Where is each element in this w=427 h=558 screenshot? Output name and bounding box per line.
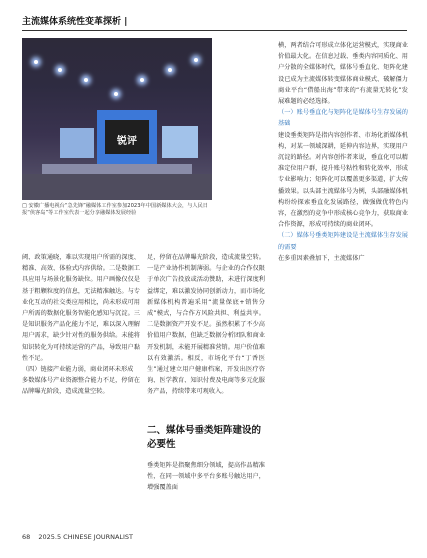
paragraph: 足，停留在品牌曝光阶段，造成流量空转。一是产业协作机制薄弱。与企业的合作仅限于单次广告投放或活动赞助，未进行深度利益绑定，难以激发协同创新动力，而市场化新媒体机构普遍采用“流量保底+销售分成”模式，与合作方风险共担、利益共享。二是数据资产开发不足。虽然积累了不少高价值用户数据，但缺乏数据分析团队和商业开发机制，未能开展精准营销。用户价值难以有效激活。相反，市场化平台“丁香医生”通过建立用户健康档案，开发出医疗咨询、医学教育、知识付费及电商等多元化服务产品，持续带来可观收入。	[147, 254, 265, 396]
stage-light	[58, 68, 62, 72]
subheading: （一）账号垂直化与矩阵化是媒体号生存发展的基础	[278, 109, 408, 128]
figure-caption: □ 安徽广播电视台“急先锋”融媒体工作室参加2023年中国新媒体大会，与人民日报“侠客岛”等工作室代表一起分享融媒体发展经验	[22, 203, 208, 216]
stage-light	[140, 78, 144, 82]
audience	[22, 174, 212, 200]
section-heading: 二、媒体号垂类矩阵建设的必要性	[147, 425, 262, 450]
paragraph: 阈、政策通晓，难以实现用户所需的深度、精准、高效、体验式内容供给。二是数据工具应用与场景化服务缺位。用户画像仅仅是基于粗颗粒度的信息，无法精准触达。与专业化互动的社交类应用相比，尚未形成可用户所需的数据化服务智能化感知与沉淀。三是知识服务产品化能力不足，难以深入理解用户需求，缺少针对性的服务供给。未能将知识转化为可持续运营的产品，导致用户黏性不足。	[22, 254, 140, 362]
paragraph: 垂类矩阵是指聚焦细分领域，提高作品精准性，在同一领域中多平台多账号触达用户，增强覆盖面	[147, 462, 265, 492]
section-header: 主流媒体系统性变革探析 |	[22, 17, 128, 27]
column-3	[278, 40, 408, 264]
main-stage-screen	[97, 110, 157, 168]
paragraph: 多数媒体号产业资源整合能力不足，停留在品牌曝光阶段，造成流量空转。	[22, 377, 140, 396]
screen-content	[105, 120, 149, 154]
stage-light	[84, 78, 88, 82]
subheading: （四）链接产业能力弱，商业闭环未形成	[22, 366, 134, 374]
journal-name: 2025.5 CHINESE JOURNALIST	[38, 533, 134, 541]
conference-photo	[22, 38, 212, 200]
stage-light	[114, 92, 118, 96]
stage-floor	[42, 164, 192, 174]
stage-light	[194, 58, 198, 62]
paragraph: 横，两者结合可形成立体化运营模式，实现商业价值最大化。在信息过载、垂类内容同质化、用户分散的全媒体时代，媒体号垂直化、矩阵化建设已成为主流媒体转变媒体商业模式、破解僵力商业平台“借船出海”带来的“有流量无转化”发展难题的必经选择。	[278, 42, 408, 106]
page-footer	[22, 533, 133, 541]
paragraph: 建设垂类矩阵是指内容创作者、市场化新媒体机构，对某一领域深耕，延伸内容边界，实现用户沉淀的路径。对内容创作者来说，垂直化可以精准定位用户群，提升账号粘性和转化效率，形成专业影响力；矩阵化可以覆盖更多渠道，扩大传播效果。以头部主流媒体号为例，头部融媒体机构纷纷探索垂直化发展路径，做强做优特色内容，在激烈的竞争中形成核心竞争力，获取商业合作资源，形成可持续的商业闭环。	[278, 131, 408, 229]
page-number: 68	[22, 533, 31, 541]
side-screen-left	[60, 128, 94, 158]
column-2	[147, 252, 265, 398]
side-screen-right	[162, 126, 198, 158]
stage-light	[34, 60, 38, 64]
column-1	[22, 252, 140, 398]
screen-text: 锐评	[117, 136, 137, 147]
header-rule	[22, 30, 407, 31]
stage-light	[168, 68, 172, 72]
subheading: （二）媒体号垂类矩阵建设是主流媒体生存发展的需要	[278, 232, 408, 251]
column-2-continued	[147, 460, 265, 494]
paragraph: 在多重因素叠加下，主流媒体广	[278, 254, 365, 262]
